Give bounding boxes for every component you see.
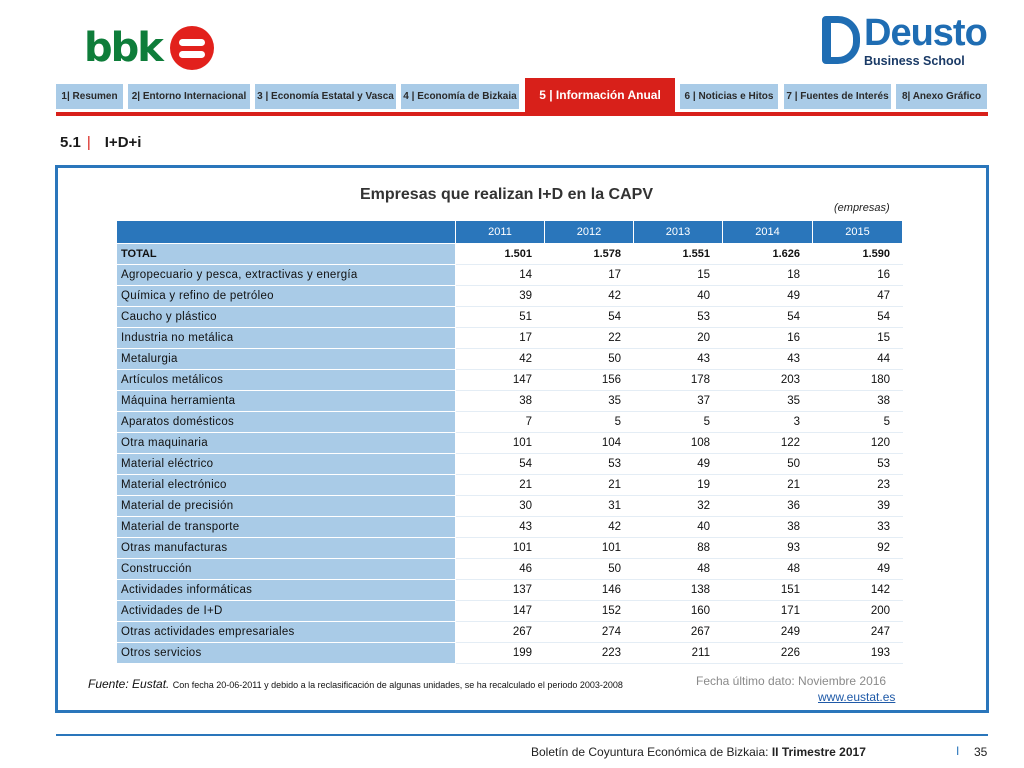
deusto-d-icon [822, 16, 860, 64]
row-value: 42 [545, 517, 634, 538]
bbk-emblem-icon [170, 26, 214, 70]
row-value: 203 [723, 370, 813, 391]
row-value: 54 [813, 307, 903, 328]
data-table [116, 220, 903, 664]
row-value: 137 [456, 580, 545, 601]
row-value: 147 [456, 370, 545, 391]
row-value: 101 [456, 433, 545, 454]
row-label: Otras actividades empresariales [117, 622, 456, 643]
section-number: 5.1 [60, 134, 81, 151]
row-value: 267 [456, 622, 545, 643]
row-value: 36 [723, 496, 813, 517]
row-label: Otros servicios [117, 643, 456, 664]
row-value: 43 [723, 349, 813, 370]
header-year: 2014 [723, 221, 813, 244]
row-label: Artículos metálicos [117, 370, 456, 391]
row-value: 50 [545, 349, 634, 370]
row-value: 88 [634, 538, 723, 559]
row-value: 50 [545, 559, 634, 580]
row-value: 35 [545, 391, 634, 412]
table-total-row [117, 244, 903, 265]
bbk-logo [84, 26, 214, 70]
row-value: 274 [545, 622, 634, 643]
row-value: 93 [723, 538, 813, 559]
tab-entorno-internacional[interactable]: 2| Entorno Internacional [128, 84, 250, 109]
row-label: Material de transporte [117, 517, 456, 538]
row-value: 171 [723, 601, 813, 622]
row-label: Caucho y plástico [117, 307, 456, 328]
row-value: 39 [456, 286, 545, 307]
table-row [117, 475, 903, 496]
last-data-date: Fecha último dato: Noviembre 2016 [696, 674, 887, 688]
row-value: 42 [545, 286, 634, 307]
row-label: Construcción [117, 559, 456, 580]
tab-noticias-hitos[interactable]: 6 | Noticias e Hitos [680, 84, 778, 109]
header-year: 2013 [634, 221, 723, 244]
table-title: Empresas que realizan I+D en la CAPV [360, 186, 654, 203]
row-value: 7 [456, 412, 545, 433]
footer-period: II Trimestre 2017 [771, 745, 866, 759]
row-value: 42 [456, 349, 545, 370]
bbk-logo-text: bbk [84, 25, 162, 71]
row-value: 51 [456, 307, 545, 328]
row-value: 40 [634, 286, 723, 307]
row-value: 53 [634, 307, 723, 328]
row-value: 14 [456, 265, 545, 286]
row-label: Material eléctrico [117, 454, 456, 475]
section-title [60, 134, 141, 151]
nav-underline [56, 112, 988, 116]
table-row [117, 286, 903, 307]
row-value: 5 [634, 412, 723, 433]
row-value: 120 [813, 433, 903, 454]
row-value: 30 [456, 496, 545, 517]
row-value: 146 [545, 580, 634, 601]
table-row [117, 496, 903, 517]
tab-anexo-grafico[interactable]: 8| Anexo Gráfico [896, 84, 987, 109]
table-units: (empresas) [834, 202, 890, 214]
row-value: 5 [545, 412, 634, 433]
row-label: Actividades informáticas [117, 580, 456, 601]
row-value: 104 [545, 433, 634, 454]
table-row [117, 307, 903, 328]
row-value: 39 [813, 496, 903, 517]
row-value: 249 [723, 622, 813, 643]
table-row [117, 391, 903, 412]
section-nav [56, 82, 988, 118]
header-blank [117, 221, 456, 244]
row-label: Otra maquinaria [117, 433, 456, 454]
row-value: 156 [545, 370, 634, 391]
eustat-link[interactable]: www.eustat.es [818, 690, 896, 704]
row-value: 200 [813, 601, 903, 622]
deusto-logo [822, 12, 987, 70]
footer-bulletin: Boletín de Coyuntura Económica de Bizkaia: [531, 745, 769, 759]
row-value: 18 [723, 265, 813, 286]
row-value: 1.590 [813, 244, 903, 265]
row-value: 3 [723, 412, 813, 433]
row-value: 21 [723, 475, 813, 496]
row-value: 1.551 [634, 244, 723, 265]
row-label: Industria no metálica [117, 328, 456, 349]
source-note [88, 677, 623, 691]
row-value: 49 [634, 454, 723, 475]
row-value: 54 [456, 454, 545, 475]
source-label: Fuente: Eustat. [88, 677, 170, 691]
row-label: Aparatos domésticos [117, 412, 456, 433]
tab-economia-bizkaia[interactable]: 4 | Economía de Bizkaia [401, 84, 519, 109]
row-label: Química y refino de petróleo [117, 286, 456, 307]
row-value: 22 [545, 328, 634, 349]
table-row [117, 412, 903, 433]
table-row [117, 517, 903, 538]
header-year: 2015 [813, 221, 903, 244]
row-label: Agropecuario y pesca, extractivas y energía [117, 265, 456, 286]
row-value: 138 [634, 580, 723, 601]
table-row [117, 580, 903, 601]
row-value: 38 [813, 391, 903, 412]
row-value: 193 [813, 643, 903, 664]
tab-fuentes-interes[interactable]: 7 | Fuentes de Interés [784, 84, 891, 109]
row-value: 15 [634, 265, 723, 286]
source-text: Con fecha 20-06-2011 y debido a la reclasificación de algunas unidades, se ha recalculado el periodo 2003-2008 [172, 680, 623, 690]
row-value: 32 [634, 496, 723, 517]
row-value: 31 [545, 496, 634, 517]
tab-economia-estatal[interactable]: 3 | Economía Estatal y Vasca [255, 84, 396, 109]
row-value: 53 [813, 454, 903, 475]
deusto-logo-subtitle: Business School [864, 54, 965, 68]
row-value: 53 [545, 454, 634, 475]
row-value: 5 [813, 412, 903, 433]
tab-informacion-anual[interactable]: 5 | Información Anual [525, 78, 675, 112]
row-value: 38 [723, 517, 813, 538]
row-value: 247 [813, 622, 903, 643]
row-value: 122 [723, 433, 813, 454]
row-value: 19 [634, 475, 723, 496]
section-separator: | [86, 134, 91, 151]
row-value: 44 [813, 349, 903, 370]
table-row [117, 349, 903, 370]
row-value: 92 [813, 538, 903, 559]
row-value: 101 [456, 538, 545, 559]
row-value: 211 [634, 643, 723, 664]
page-number: 35 [974, 745, 988, 759]
row-value: 101 [545, 538, 634, 559]
table-row [117, 559, 903, 580]
tab-resumen[interactable]: 1| Resumen [56, 84, 123, 109]
row-value: 142 [813, 580, 903, 601]
row-value: 38 [456, 391, 545, 412]
row-value: 46 [456, 559, 545, 580]
row-value: 16 [723, 328, 813, 349]
header-year: 2011 [456, 221, 545, 244]
row-value: 147 [456, 601, 545, 622]
row-label: Otras manufacturas [117, 538, 456, 559]
row-label: TOTAL [117, 244, 456, 265]
footer-rule [56, 734, 988, 736]
row-value: 49 [723, 286, 813, 307]
deusto-logo-text: Deusto [864, 12, 987, 54]
row-value: 15 [813, 328, 903, 349]
row-value: 267 [634, 622, 723, 643]
table-body [117, 244, 903, 664]
header-year: 2012 [545, 221, 634, 244]
footer-separator: I [956, 744, 960, 758]
row-value: 17 [545, 265, 634, 286]
row-value: 17 [456, 328, 545, 349]
table-row [117, 601, 903, 622]
row-value: 43 [634, 349, 723, 370]
row-value: 33 [813, 517, 903, 538]
row-value: 40 [634, 517, 723, 538]
row-value: 21 [545, 475, 634, 496]
table-header-row [117, 221, 903, 244]
row-label: Máquina herramienta [117, 391, 456, 412]
row-value: 54 [545, 307, 634, 328]
row-value: 49 [813, 559, 903, 580]
table-row [117, 265, 903, 286]
row-value: 48 [723, 559, 813, 580]
row-value: 1.501 [456, 244, 545, 265]
row-value: 223 [545, 643, 634, 664]
row-value: 37 [634, 391, 723, 412]
row-value: 180 [813, 370, 903, 391]
row-value: 43 [456, 517, 545, 538]
footer-text [531, 745, 866, 759]
row-value: 1.578 [545, 244, 634, 265]
row-label: Metalurgia [117, 349, 456, 370]
table-row [117, 643, 903, 664]
table-row [117, 370, 903, 391]
row-label: Material de precisión [117, 496, 456, 517]
row-value: 21 [456, 475, 545, 496]
table-row [117, 454, 903, 475]
row-value: 35 [723, 391, 813, 412]
table-row [117, 433, 903, 454]
table-row [117, 538, 903, 559]
row-value: 16 [813, 265, 903, 286]
row-value: 54 [723, 307, 813, 328]
row-value: 20 [634, 328, 723, 349]
row-value: 151 [723, 580, 813, 601]
table-row [117, 328, 903, 349]
row-value: 178 [634, 370, 723, 391]
row-value: 226 [723, 643, 813, 664]
row-value: 23 [813, 475, 903, 496]
row-label: Actividades de I+D [117, 601, 456, 622]
table-row [117, 622, 903, 643]
row-value: 1.626 [723, 244, 813, 265]
row-value: 108 [634, 433, 723, 454]
row-value: 160 [634, 601, 723, 622]
row-value: 48 [634, 559, 723, 580]
row-value: 47 [813, 286, 903, 307]
row-value: 50 [723, 454, 813, 475]
row-label: Material electrónico [117, 475, 456, 496]
row-value: 199 [456, 643, 545, 664]
row-value: 152 [545, 601, 634, 622]
section-name: I+D+i [104, 134, 142, 151]
